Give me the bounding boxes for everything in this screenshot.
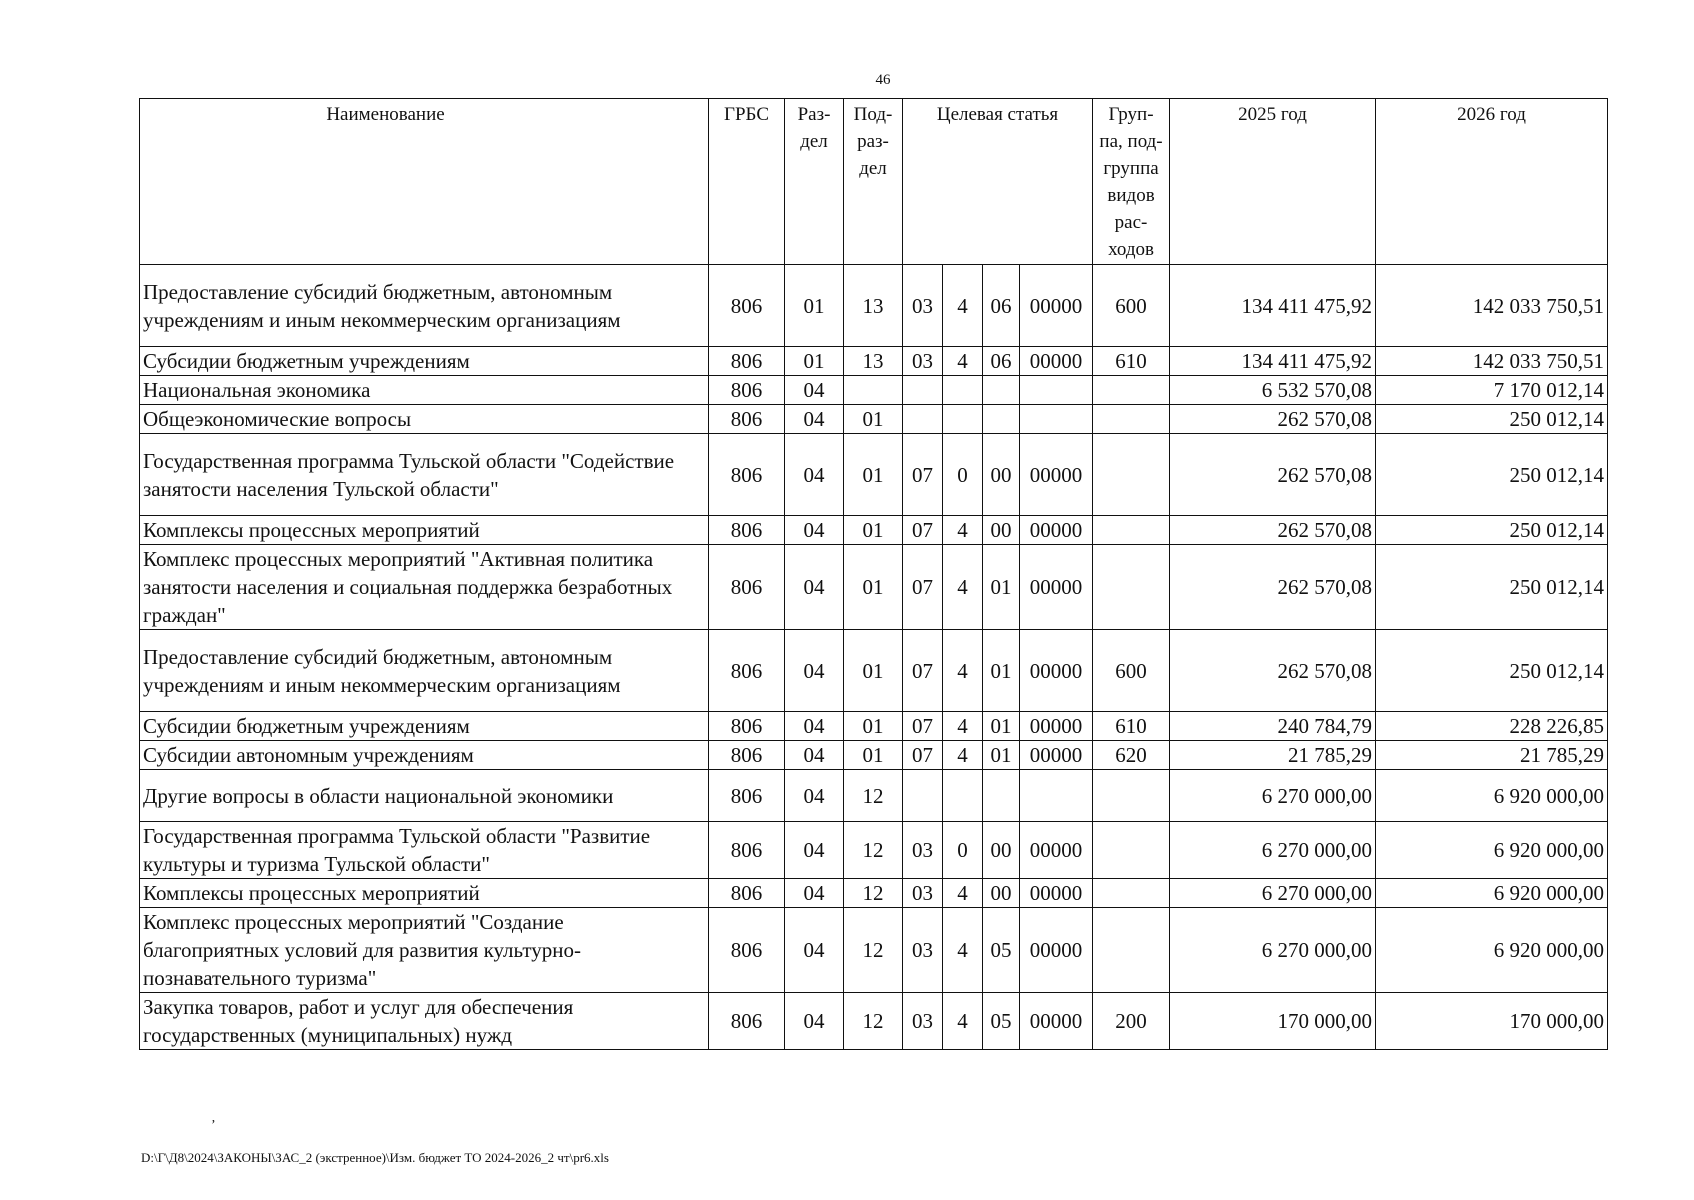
row-expense-group: 610	[1093, 347, 1170, 376]
row-target-subprogram: 01	[983, 712, 1020, 741]
row-name: Национальная экономика	[140, 376, 709, 405]
row-podrazdel: 01	[844, 630, 903, 712]
row-name: Субсидии автономным учреждениям	[140, 741, 709, 770]
row-podrazdel: 01	[844, 405, 903, 434]
row-target-program: 07	[903, 712, 943, 741]
row-target-program	[903, 405, 943, 434]
row-amount-2025: 240 784,79	[1170, 712, 1376, 741]
row-grbs: 806	[709, 376, 785, 405]
row-podrazdel: 13	[844, 347, 903, 376]
row-name: Субсидии бюджетным учреждениям	[140, 347, 709, 376]
table-row	[140, 405, 1608, 434]
row-target-subprogram: 00	[983, 879, 1020, 908]
row-target-type	[943, 770, 983, 822]
row-name: Субсидии бюджетным учреждениям	[140, 712, 709, 741]
row-podrazdel: 13	[844, 265, 903, 347]
row-grbs: 806	[709, 347, 785, 376]
row-amount-2026: 21 785,29	[1376, 741, 1608, 770]
row-target-program: 07	[903, 545, 943, 630]
row-name: Комплекс процессных мероприятий "Создание благоприятных условий для развития культурно-познавательного туризма"	[140, 908, 709, 993]
row-razdel: 01	[785, 265, 844, 347]
row-expense-group	[1093, 879, 1170, 908]
header-expense-group	[1093, 99, 1170, 265]
row-target-subprogram: 06	[983, 347, 1020, 376]
row-name: Предоставление субсидий бюджетным, автономным учреждениям и иным некоммерческим организациям	[140, 265, 709, 347]
table-row	[140, 434, 1608, 516]
row-target-subprogram: 06	[983, 265, 1020, 347]
row-expense-group	[1093, 405, 1170, 434]
header-razdel	[785, 99, 844, 265]
row-target-type: 4	[943, 347, 983, 376]
row-target-subprogram	[983, 376, 1020, 405]
row-target-type: 4	[943, 741, 983, 770]
row-target-direction: 00000	[1020, 630, 1093, 712]
row-amount-2026: 250 012,14	[1376, 516, 1608, 545]
row-razdel: 04	[785, 822, 844, 879]
table-row	[140, 265, 1608, 347]
header-podrazdel-text: Под- раз- дел	[853, 104, 893, 179]
row-target-direction	[1020, 770, 1093, 822]
row-target-type: 4	[943, 879, 983, 908]
row-razdel: 04	[785, 741, 844, 770]
row-target-type	[943, 376, 983, 405]
table-body	[140, 265, 1608, 1050]
row-podrazdel: 12	[844, 822, 903, 879]
row-amount-2026: 250 012,14	[1376, 545, 1608, 630]
header-expense-group-text: Груп- па, под- группа видов рас- ходов	[1099, 104, 1163, 260]
row-amount-2025: 6 532 570,08	[1170, 376, 1376, 405]
row-target-subprogram: 00	[983, 516, 1020, 545]
table-row	[140, 908, 1608, 993]
row-razdel: 01	[785, 347, 844, 376]
row-amount-2025: 134 411 475,92	[1170, 265, 1376, 347]
row-grbs: 806	[709, 741, 785, 770]
row-razdel: 04	[785, 770, 844, 822]
row-amount-2026: 7 170 012,14	[1376, 376, 1608, 405]
row-target-type	[943, 405, 983, 434]
row-target-direction: 00000	[1020, 822, 1093, 879]
table-row	[140, 347, 1608, 376]
row-amount-2025: 6 270 000,00	[1170, 879, 1376, 908]
row-target-direction: 00000	[1020, 434, 1093, 516]
row-podrazdel: 12	[844, 879, 903, 908]
row-razdel: 04	[785, 405, 844, 434]
row-target-direction: 00000	[1020, 993, 1093, 1050]
row-podrazdel: 01	[844, 434, 903, 516]
table-row	[140, 822, 1608, 879]
table-row	[140, 770, 1608, 822]
header-2026: 2026 год	[1376, 99, 1608, 265]
row-amount-2026: 142 033 750,51	[1376, 347, 1608, 376]
row-grbs: 806	[709, 712, 785, 741]
row-amount-2026: 6 920 000,00	[1376, 908, 1608, 993]
row-target-subprogram: 05	[983, 993, 1020, 1050]
row-amount-2025: 262 570,08	[1170, 516, 1376, 545]
row-razdel: 04	[785, 879, 844, 908]
row-amount-2025: 262 570,08	[1170, 630, 1376, 712]
row-target-type: 4	[943, 516, 983, 545]
row-expense-group	[1093, 376, 1170, 405]
row-target-direction	[1020, 405, 1093, 434]
row-amount-2026: 250 012,14	[1376, 434, 1608, 516]
row-amount-2025: 134 411 475,92	[1170, 347, 1376, 376]
row-target-subprogram: 01	[983, 545, 1020, 630]
header-grbs: ГРБС	[709, 99, 785, 265]
row-target-type: 4	[943, 265, 983, 347]
row-name: Комплексы процессных мероприятий	[140, 879, 709, 908]
table-row	[140, 712, 1608, 741]
row-target-direction: 00000	[1020, 265, 1093, 347]
row-expense-group: 600	[1093, 630, 1170, 712]
row-amount-2025: 262 570,08	[1170, 405, 1376, 434]
page-number: 46	[875, 72, 891, 88]
row-name: Закупка товаров, работ и услуг для обеспечения государственных (муниципальных) нужд	[140, 993, 709, 1050]
row-amount-2025: 170 000,00	[1170, 993, 1376, 1050]
row-target-type: 4	[943, 630, 983, 712]
row-expense-group: 200	[1093, 993, 1170, 1050]
row-expense-group	[1093, 516, 1170, 545]
header-razdel-text: Раз- дел	[797, 104, 831, 152]
row-expense-group: 620	[1093, 741, 1170, 770]
row-target-program: 03	[903, 347, 943, 376]
row-amount-2026: 170 000,00	[1376, 993, 1608, 1050]
row-target-type: 0	[943, 822, 983, 879]
row-target-program: 03	[903, 908, 943, 993]
row-target-direction: 00000	[1020, 712, 1093, 741]
row-razdel: 04	[785, 376, 844, 405]
row-grbs: 806	[709, 908, 785, 993]
row-grbs: 806	[709, 993, 785, 1050]
row-target-direction: 00000	[1020, 516, 1093, 545]
row-grbs: 806	[709, 630, 785, 712]
row-expense-group: 610	[1093, 712, 1170, 741]
row-target-direction: 00000	[1020, 879, 1093, 908]
row-expense-group	[1093, 434, 1170, 516]
row-target-type: 4	[943, 545, 983, 630]
row-razdel: 04	[785, 545, 844, 630]
row-target-program: 07	[903, 741, 943, 770]
row-amount-2026: 6 920 000,00	[1376, 770, 1608, 822]
row-razdel: 04	[785, 712, 844, 741]
footer-file-path: D:\Г\Д8\2024\ЗАКОНЫ\ЗАС_2 (экстренное)\Изм. бюджет ТО 2024-2026_2 чт\pr6.xls	[141, 1150, 609, 1165]
header-podrazdel	[844, 99, 903, 265]
row-name: Другие вопросы в области национальной экономики	[140, 770, 709, 822]
row-name: Комплекс процессных мероприятий "Активная политика занятости населения и социальная поддержка безработных граждан"	[140, 545, 709, 630]
row-target-type: 4	[943, 908, 983, 993]
row-amount-2026: 142 033 750,51	[1376, 265, 1608, 347]
row-grbs: 806	[709, 770, 785, 822]
row-target-program: 03	[903, 822, 943, 879]
row-amount-2025: 262 570,08	[1170, 434, 1376, 516]
table-header-row	[140, 99, 1608, 265]
table-row	[140, 741, 1608, 770]
row-name: Государственная программа Тульской области "Развитие культуры и туризма Тульской области"	[140, 822, 709, 879]
row-target-direction: 00000	[1020, 347, 1093, 376]
row-razdel: 04	[785, 434, 844, 516]
row-amount-2026: 6 920 000,00	[1376, 879, 1608, 908]
row-grbs: 806	[709, 434, 785, 516]
row-grbs: 806	[709, 265, 785, 347]
row-target-program: 03	[903, 265, 943, 347]
table-row	[140, 993, 1608, 1050]
row-name: Общеэкономические вопросы	[140, 405, 709, 434]
row-expense-group: 600	[1093, 265, 1170, 347]
row-expense-group	[1093, 770, 1170, 822]
row-target-direction: 00000	[1020, 545, 1093, 630]
table-row	[140, 376, 1608, 405]
row-amount-2026: 228 226,85	[1376, 712, 1608, 741]
row-razdel: 04	[785, 993, 844, 1050]
header-name: Наименование	[140, 99, 709, 265]
row-amount-2025: 21 785,29	[1170, 741, 1376, 770]
row-target-program	[903, 376, 943, 405]
row-amount-2025: 6 270 000,00	[1170, 822, 1376, 879]
row-target-direction	[1020, 376, 1093, 405]
row-podrazdel: 01	[844, 516, 903, 545]
row-amount-2025: 6 270 000,00	[1170, 770, 1376, 822]
row-name: Комплексы процессных мероприятий	[140, 516, 709, 545]
row-target-subprogram	[983, 770, 1020, 822]
row-grbs: 806	[709, 516, 785, 545]
row-target-subprogram	[983, 405, 1020, 434]
row-grbs: 806	[709, 405, 785, 434]
row-target-subprogram: 01	[983, 741, 1020, 770]
table-row	[140, 879, 1608, 908]
row-target-program: 07	[903, 434, 943, 516]
row-target-subprogram: 00	[983, 434, 1020, 516]
row-podrazdel: 01	[844, 712, 903, 741]
row-razdel: 04	[785, 630, 844, 712]
budget-table	[139, 98, 1608, 1050]
row-amount-2026: 250 012,14	[1376, 630, 1608, 712]
row-target-program: 03	[903, 993, 943, 1050]
row-podrazdel: 12	[844, 770, 903, 822]
row-podrazdel: 01	[844, 741, 903, 770]
row-grbs: 806	[709, 545, 785, 630]
row-target-subprogram: 05	[983, 908, 1020, 993]
row-target-direction: 00000	[1020, 741, 1093, 770]
row-target-direction: 00000	[1020, 908, 1093, 993]
row-name: Предоставление субсидий бюджетным, автономным учреждениям и иным некоммерческим организациям	[140, 630, 709, 712]
row-razdel: 04	[785, 516, 844, 545]
table-row	[140, 545, 1608, 630]
row-grbs: 806	[709, 822, 785, 879]
row-target-program: 07	[903, 630, 943, 712]
row-target-subprogram: 01	[983, 630, 1020, 712]
row-amount-2026: 6 920 000,00	[1376, 822, 1608, 879]
row-expense-group	[1093, 545, 1170, 630]
row-amount-2025: 262 570,08	[1170, 545, 1376, 630]
table-row	[140, 516, 1608, 545]
row-name: Государственная программа Тульской области "Содействие занятости населения Тульской области"	[140, 434, 709, 516]
header-target-article: Целевая статья	[903, 99, 1093, 265]
row-expense-group	[1093, 908, 1170, 993]
row-target-program	[903, 770, 943, 822]
row-expense-group	[1093, 822, 1170, 879]
row-amount-2025: 6 270 000,00	[1170, 908, 1376, 993]
header-2025: 2025 год	[1170, 99, 1376, 265]
row-grbs: 806	[709, 879, 785, 908]
row-target-type: 4	[943, 712, 983, 741]
row-target-subprogram: 00	[983, 822, 1020, 879]
row-target-program: 07	[903, 516, 943, 545]
row-podrazdel: 12	[844, 993, 903, 1050]
row-podrazdel: 01	[844, 545, 903, 630]
row-target-type: 0	[943, 434, 983, 516]
row-amount-2026: 250 012,14	[1376, 405, 1608, 434]
row-razdel: 04	[785, 908, 844, 993]
row-target-program: 03	[903, 879, 943, 908]
row-target-type: 4	[943, 993, 983, 1050]
table-row	[140, 630, 1608, 712]
tick-mark: ʼ	[211, 1118, 216, 1133]
row-podrazdel: 12	[844, 908, 903, 993]
row-podrazdel	[844, 376, 903, 405]
